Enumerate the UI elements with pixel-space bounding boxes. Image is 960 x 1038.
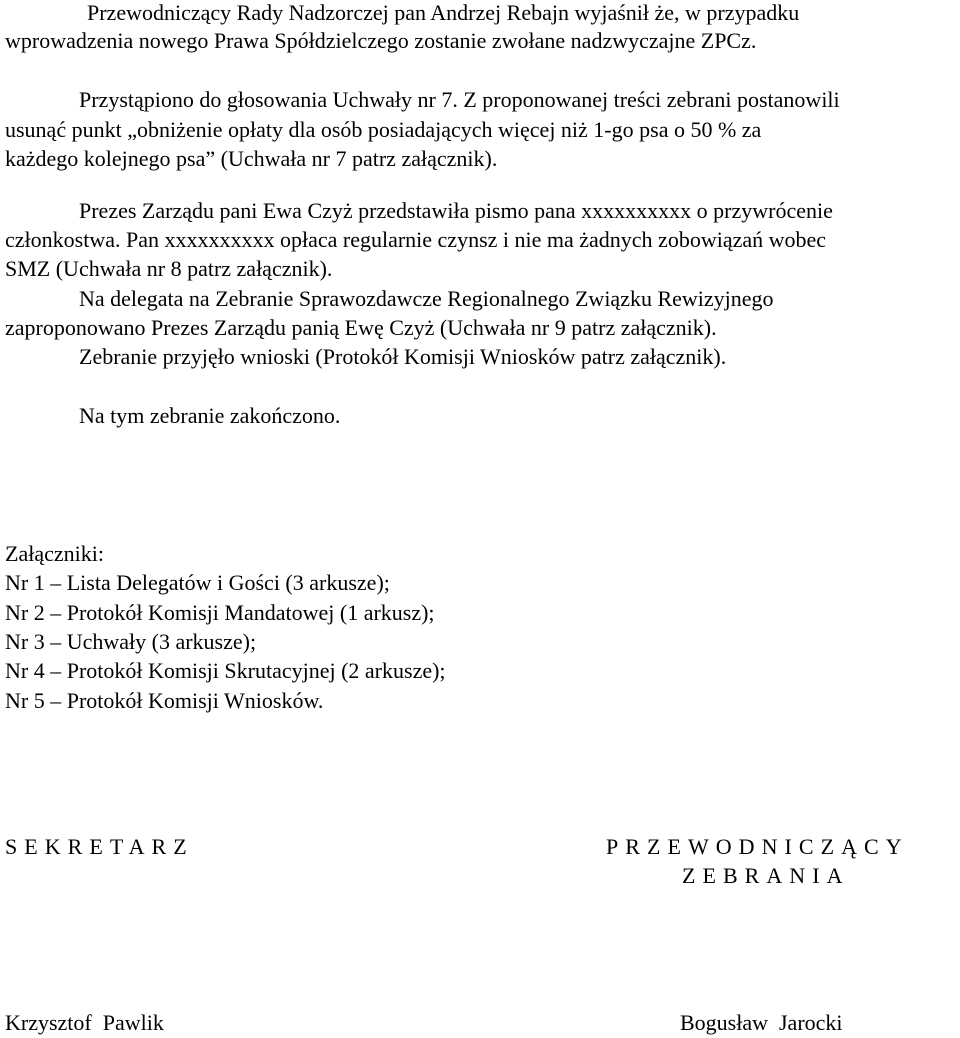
attachment-item-4: Nr 4 – Protokół Komisji Skrutacyjnej (2 arkusze);	[5, 658, 446, 683]
paragraph-3-line-3: SMZ (Uchwała nr 8 patrz załącznik).	[5, 256, 333, 281]
paragraph-3-line-1: Prezes Zarządu pani Ewa Czyż przedstawiła pismo pana xxxxxxxxxx o przywrócenie	[79, 198, 833, 223]
paragraph-3-line-2: członkostwa. Pan xxxxxxxxxx opłaca regularnie czynsz i nie ma żadnych zobowiązań wobec	[5, 227, 827, 252]
attachments-heading: Załączniki:	[5, 541, 104, 566]
attachment-item-2: Nr 2 – Protokół Komisji Mandatowej (1 arkusz);	[5, 600, 435, 625]
paragraph-4-line-1: Na delegata na Zebranie Sprawozdawcze Regionalnego Związku Rewizyjnego	[79, 286, 774, 311]
secretary-name: Krzysztof Pawlik	[5, 1010, 164, 1035]
paragraph-5-line-1: Zebranie przyjęło wnioski (Protokół Komisji Wniosków patrz załącznik).	[79, 344, 727, 369]
paragraph-2-line-1: Przystąpiono do głosowania Uchwały nr 7. Z proponowanej treści zebrani postanowili	[79, 87, 840, 112]
paragraph-2-line-3: każdego kolejnego psa” (Uchwała nr 7 patrz załącznik).	[5, 146, 498, 171]
attachment-item-5: Nr 5 – Protokół Komisji Wniosków.	[5, 688, 324, 713]
attachment-item-3: Nr 3 – Uchwały (3 arkusze);	[5, 629, 257, 654]
secretary-title: SEKRETARZ	[5, 834, 194, 859]
chair-title-line-2: ZEBRANIA	[682, 863, 850, 888]
paragraph-1-line-1: Przewodniczący Rady Nadzorczej pan Andrzej Rebajn wyjaśnił że, w przypadku	[87, 0, 800, 25]
paragraph-2-line-2: usunąć punkt „obniżenie opłaty dla osób posiadających więcej niż 1-go psa o 50 % za	[5, 117, 762, 142]
closing-statement: Na tym zebranie zakończono.	[79, 403, 341, 428]
chair-name: Bogusław Jarocki	[680, 1010, 843, 1035]
paragraph-1-line-2: wprowadzenia nowego Prawa Spółdzielczego zostanie zwołane nadzwyczajne ZPCz.	[5, 28, 757, 53]
attachment-item-1: Nr 1 – Lista Delegatów i Gości (3 arkusze);	[5, 570, 390, 595]
chair-title-line-1: PRZEWODNICZĄCY	[606, 834, 909, 859]
paragraph-4-line-2: zaproponowano Prezes Zarządu panią Ewę Czyż (Uchwała nr 9 patrz załącznik).	[5, 315, 717, 340]
